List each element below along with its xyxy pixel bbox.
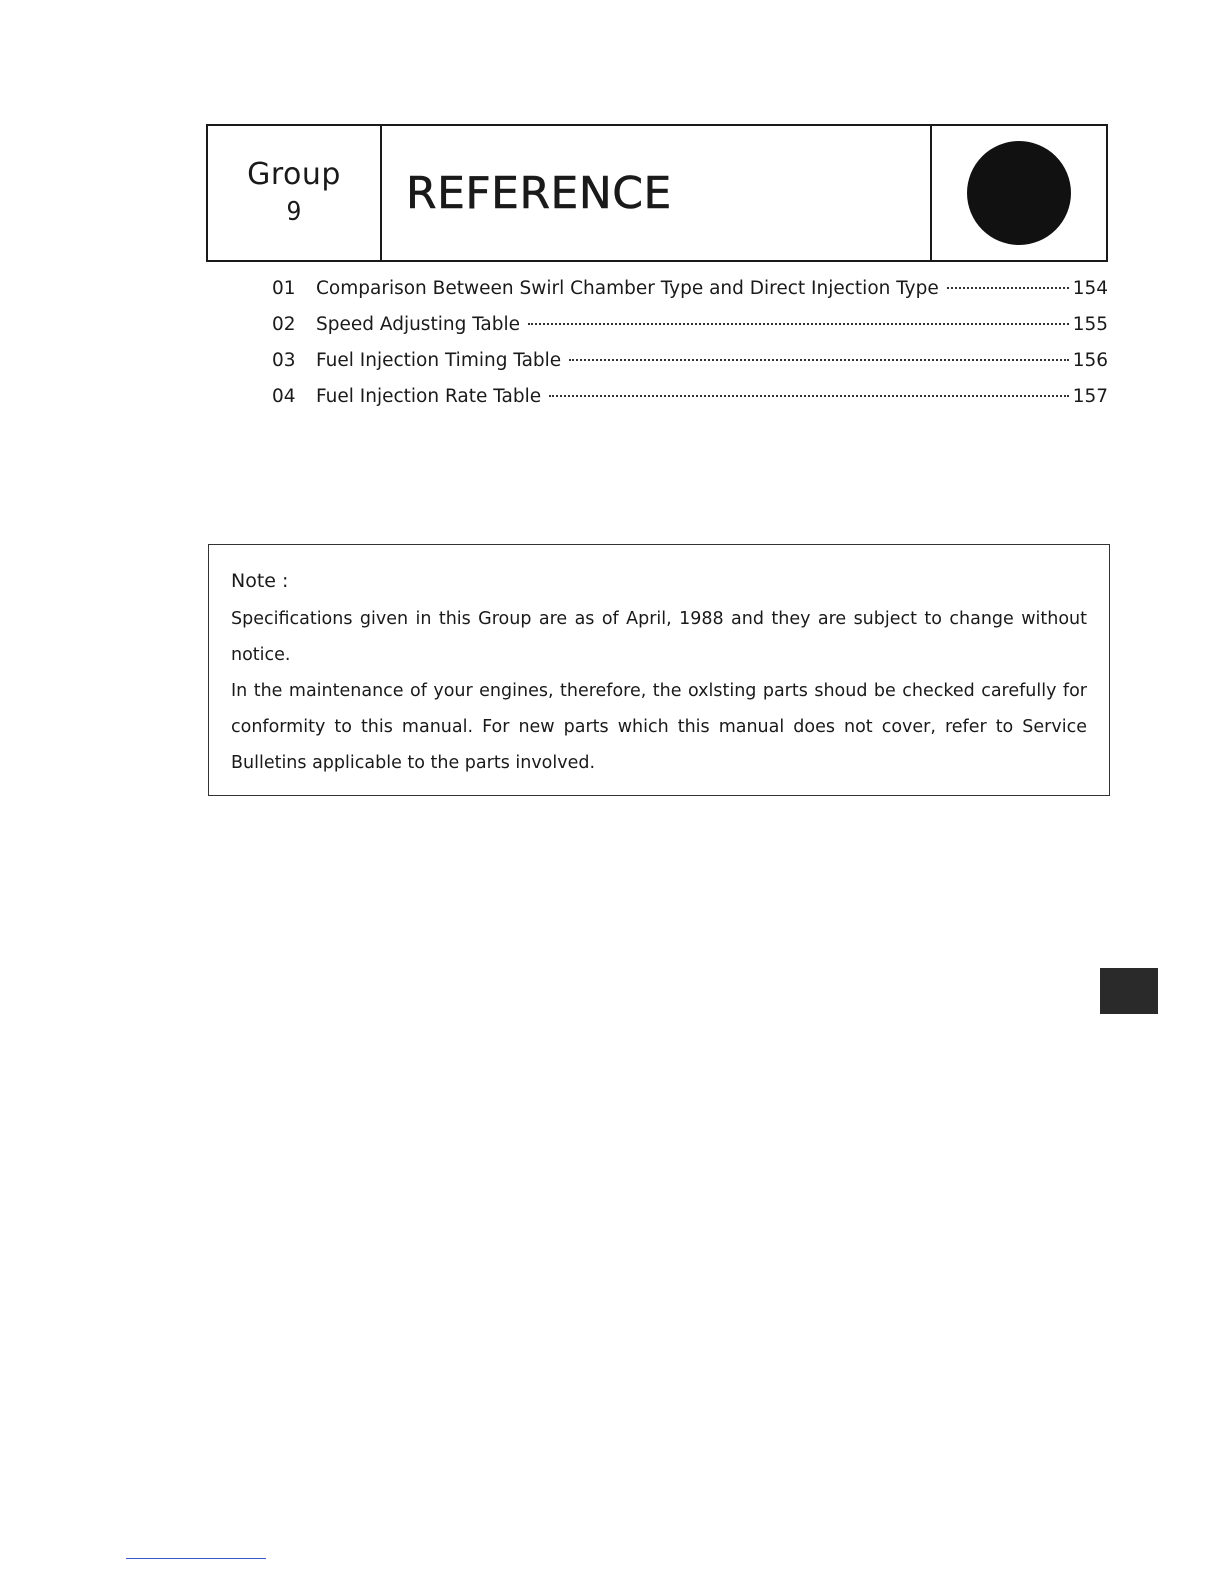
note-paragraph: In the maintenance of your engines, therefore, the oxlsting parts shoud be checked carefully for conformity to this manual. For new parts which this manual does not cover, refer to Service Bulletins applicable to the parts involved. [231,681,1087,773]
note-box [208,544,1110,796]
toc-title: Comparison Between Swirl Chamber Type and Direct Injection Type [316,278,939,299]
table-of-contents [272,278,1108,422]
page-title: REFERENCE [406,167,672,219]
toc-number: 01 [272,278,296,299]
toc-title: Fuel Injection Rate Table [316,386,542,407]
toc-number: 03 [272,350,296,371]
footer-rule [126,1558,266,1559]
section-edge-tab [1100,968,1158,1014]
toc-dot-leader [569,359,1069,361]
toc-dot-leader [528,323,1069,325]
group-number: 9 [286,197,302,227]
section-marker-dot [967,141,1071,245]
toc-row[interactable] [272,386,1108,422]
toc-number: 02 [272,314,296,335]
group-cell [208,126,382,260]
group-label: Group [247,157,341,192]
group-header [206,124,1108,262]
toc-dot-leader [549,395,1069,397]
toc-dot-leader [947,287,1069,289]
toc-page-number: 156 [1072,350,1108,371]
toc-row[interactable] [272,350,1108,386]
toc-title: Fuel Injection Timing Table [316,350,562,371]
note-heading: Note : [231,570,289,592]
toc-title: Speed Adjusting Table [316,314,521,335]
toc-number: 04 [272,386,296,407]
toc-row[interactable] [272,314,1108,350]
title-cell [382,126,930,260]
toc-page-number: 155 [1072,314,1108,335]
toc-page-number: 154 [1072,278,1108,299]
note-paragraph: Specifications given in this Group are as of April, 1988 and they are subject to change without notice. [231,609,1087,665]
toc-row[interactable] [272,278,1108,314]
toc-page-number: 157 [1072,386,1108,407]
marker-cell [930,126,1106,260]
